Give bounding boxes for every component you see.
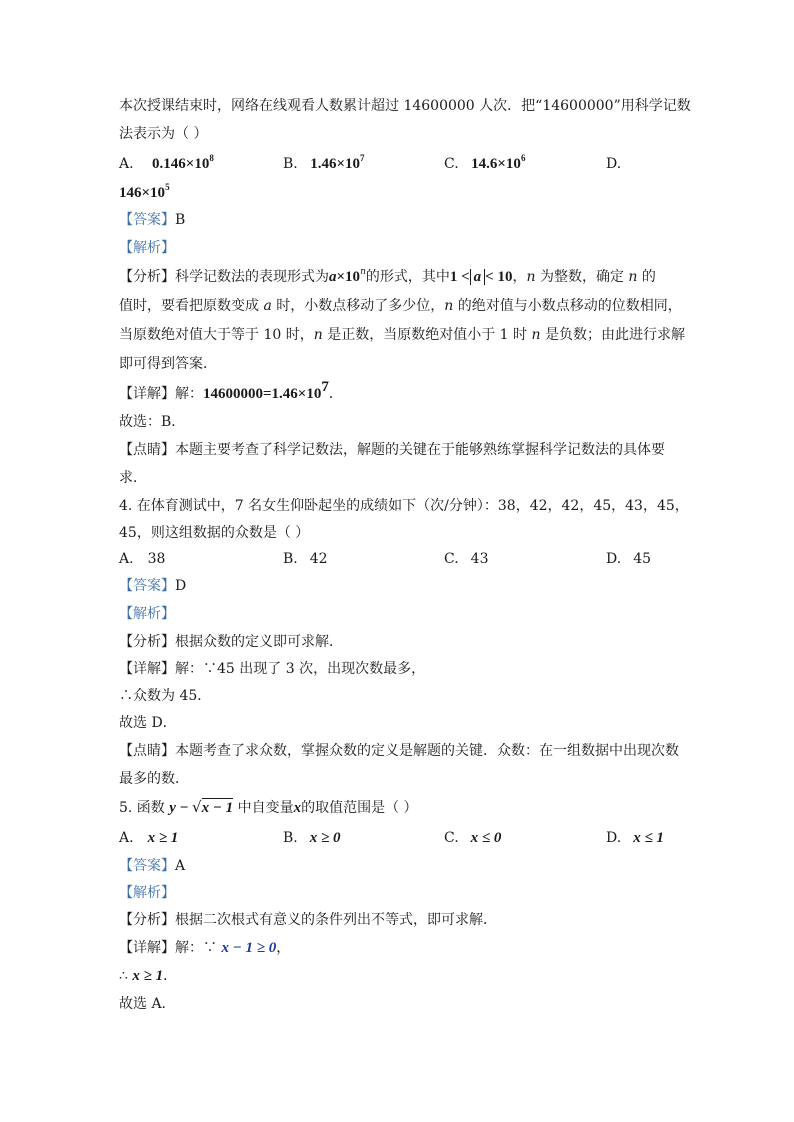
q3-stem-line1: 本次授课结束时，网络在线观看人数累计超过 14600000 人次．把“14600000”用科学记数 (119, 98, 691, 114)
option-math (152, 153, 214, 172)
q4-option-a (119, 549, 165, 569)
exponent: 5 (165, 182, 170, 192)
q5-option-b (283, 828, 340, 848)
detail-formula: x ≥ 1 (132, 968, 164, 984)
option-label: A. (119, 551, 134, 567)
fenxi-tag: 【分析】 (119, 634, 175, 650)
var-a: a (263, 298, 272, 314)
fenxi-text: 的形式，其中 (365, 269, 450, 285)
ineq-abs: a (470, 269, 486, 285)
answer-tag: 【答案】 (119, 578, 175, 594)
option-label: D. (606, 830, 622, 846)
option-label: C. (444, 156, 459, 172)
q4-detail (119, 659, 425, 679)
q4-option-c (444, 549, 489, 569)
formula-a: a (329, 269, 337, 285)
option-label: C. (444, 551, 459, 567)
stem-text: 中自变量 (233, 800, 294, 816)
option-math (310, 153, 365, 172)
fenxi-text: 值时，要看把原数变成 (119, 298, 264, 314)
option-math (471, 153, 526, 172)
q4-dianjing-line2: 最多的数． (119, 771, 189, 787)
ineq-left: 1 < (449, 269, 470, 285)
option-math: x ≤ 0 (470, 830, 502, 846)
q3-option-c (444, 154, 525, 174)
option-text: 43 (470, 551, 489, 567)
detail-text: ∴ (119, 968, 133, 984)
func-eq: − (175, 800, 192, 816)
detail-text: ， (276, 940, 291, 956)
q3-analysis-tag: 【解析】 (119, 240, 175, 256)
detail-tag: 【详解】 (119, 386, 175, 402)
dianjing-text: 本题考查了求众数，掌握众数的定义是解题的关键．众数：在一组数据中出现次数 (175, 743, 679, 759)
q4-analysis-tag: 【解析】 (119, 606, 175, 622)
option-label: B. (283, 551, 298, 567)
q4-option-b (283, 549, 328, 569)
dianjing-tag: 【点睛】 (119, 442, 175, 458)
option-label: B. (283, 830, 298, 846)
detail-formula: 14600000=1.46×10 (203, 386, 322, 402)
option-math: x ≥ 1 (147, 830, 179, 846)
var-n: n (444, 298, 454, 314)
detail-text: 解：∵45 出现了 3 次，出现次数最多， (175, 661, 426, 677)
q4-stem-line1: 4. 在体育测试中，7 名女生仰卧起坐的成绩如下（次/分钟）：38，42，42，45，43，45， (119, 498, 689, 514)
fenxi-text: 根据众数的定义即可求解． (175, 634, 343, 650)
fenxi-text: 时，小数点移动了多少位， (271, 298, 445, 314)
detail-tag: 【详解】 (119, 940, 175, 956)
fenxi-text: 科学记数法的表现形式为 (175, 269, 329, 285)
fenxi-tag: 【分析】 (119, 269, 175, 285)
q3-dianjing-line1 (119, 440, 665, 460)
option-text: 42 (309, 551, 328, 567)
dianjing-text: 本题主要考查了科学记数法，解题的关键在于能够熟练掌握科学记数法的具体要 (175, 442, 665, 458)
formula-exp: n (360, 267, 366, 277)
answer-value: A (175, 858, 186, 874)
func-y: y (169, 800, 176, 816)
q5-detail (119, 938, 290, 958)
q3-option-d (119, 183, 170, 203)
q5-option-c (444, 828, 501, 848)
var-n: n (628, 269, 638, 285)
exponent: 7 (360, 153, 365, 163)
option-math: x ≥ 0 (309, 830, 341, 846)
option-label: A. (119, 156, 134, 172)
option-text: 45 (633, 551, 652, 567)
fenxi-text: 为整数，确定 (535, 269, 629, 285)
exponent: 6 (520, 153, 526, 163)
q4-fenxi (119, 632, 343, 652)
q5-choose: 故选 A． (119, 996, 176, 1012)
stem-text: 的取值范围是（ ） (301, 800, 418, 816)
formula-times: ×10 (336, 269, 361, 285)
detail-text: ． (328, 386, 343, 402)
var-n: n (526, 269, 536, 285)
q3-fenxi-line4: 即可得到答案． (119, 356, 217, 372)
var-n: n (313, 327, 323, 343)
q5-option-d (606, 828, 664, 848)
stem-text: 5. 函数 (119, 800, 170, 816)
q5-option-a (119, 828, 178, 848)
q4-stem-line2: 45，则这组数据的众数是（ ） (119, 525, 310, 541)
q4-answer (119, 576, 186, 596)
detail-text: 解： (175, 386, 203, 402)
fenxi-text: 是正数，当原数绝对值小于 1 时 (322, 327, 532, 343)
q3-option-a (119, 154, 214, 174)
detail-formula: x − 1 ≥ 0 (221, 940, 277, 956)
q3-option-d-label: D. (606, 156, 622, 172)
detail-text: ． (163, 968, 178, 984)
q3-dianjing-line2: 求． (119, 470, 147, 486)
q3-stem-line2: 法表示为（ ） (119, 126, 208, 142)
detail-exponent: 7 (321, 379, 329, 395)
sqrt-radicand: x − 1 (201, 800, 234, 816)
exponent: 8 (209, 153, 214, 163)
q3-option-b (283, 154, 365, 174)
option-text: 38 (147, 551, 166, 567)
q3-answer (119, 210, 185, 230)
fenxi-text: 的绝对值与小数点移动的位数相同， (453, 298, 682, 314)
option-label: C. (444, 830, 459, 846)
q4-choose: 故选 D． (119, 715, 177, 731)
option-math: x ≤ 1 (633, 830, 664, 846)
q3-detail (119, 379, 343, 404)
q5-analysis-tag: 【解析】 (119, 885, 175, 901)
ineq-right: < 10 (485, 269, 513, 285)
fenxi-text: ， (512, 269, 527, 285)
fenxi-text: 是负数；由此进行求解 (540, 327, 685, 343)
mantissa: 146×10 (119, 185, 166, 201)
mantissa: 0.146×10 (152, 156, 210, 172)
dianjing-tag: 【点睛】 (119, 743, 175, 759)
answer-value: D (175, 578, 187, 594)
fenxi-text: 的 (637, 269, 656, 285)
q3-fenxi-line3 (119, 325, 685, 345)
q4-detail-line2: ∴众数为 45． (119, 688, 212, 704)
q3-choose: 故选：B． (119, 414, 186, 430)
option-label: A. (119, 830, 134, 846)
option-label: B. (283, 156, 298, 172)
q5-fenxi (119, 910, 497, 930)
q4-option-d (606, 549, 651, 569)
var-n: n (531, 327, 541, 343)
option-math (119, 182, 170, 201)
sqrt-sign: √ (192, 798, 202, 816)
fenxi-tag: 【分析】 (119, 912, 175, 928)
answer-value: B (175, 212, 186, 228)
q5-stem (119, 797, 418, 818)
fenxi-text: 当原数绝对值大于等于 10 时， (119, 327, 314, 343)
var-x: x (293, 800, 302, 816)
q5-detail-line2 (119, 966, 177, 986)
detail-text: 解：∵ (175, 940, 222, 956)
detail-tag: 【详解】 (119, 661, 175, 677)
mantissa: 1.46×10 (310, 156, 361, 172)
q5-answer (119, 856, 185, 876)
answer-tag: 【答案】 (119, 212, 175, 228)
answer-tag: 【答案】 (119, 858, 175, 874)
q3-fenxi-line2 (119, 296, 682, 316)
fenxi-text: 根据二次根式有意义的条件列出不等式，即可求解． (175, 912, 497, 928)
mantissa: 14.6×10 (471, 156, 521, 172)
q4-dianjing-line1 (119, 741, 679, 761)
q3-fenxi-line1 (119, 267, 656, 287)
option-label: D. (606, 551, 622, 567)
